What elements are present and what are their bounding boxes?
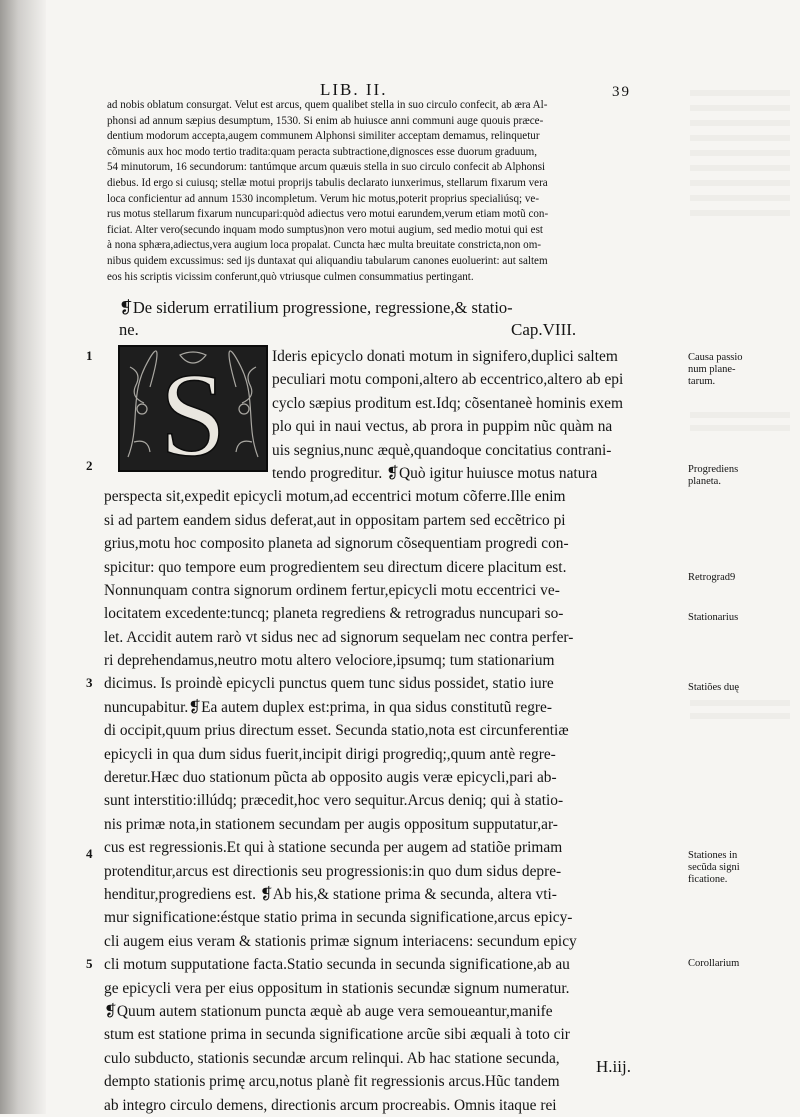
text-line: uis segnius,nunc æquè,quandoque concitatius contrani- [272, 441, 612, 459]
margin-note [688, 612, 798, 624]
text-line: henditur,progrediens est. ❡Ab his,& statione prima & secunda, altera vti- [104, 885, 557, 903]
text-line: nis primæ nota,in stationem secundam per augis oppositum supputatur,ar- [104, 815, 558, 833]
text-line: cli motum supputatione facta.Statio secunda in secunda significatione,ab au [104, 956, 570, 974]
text-line: ficiat. Alter vero(secundo inquam modo sumptus)non vero motui augium, sed medio motui qui est [107, 223, 543, 236]
text-line: culo subducto, stationis secundæ arcum relinqui. Ab hac statione secunda, [104, 1049, 560, 1067]
show-through [690, 412, 790, 438]
chapter-body [104, 345, 684, 1117]
margin-note-line: Causa passio [688, 352, 743, 363]
text-line: 54 minutorum, 16 secundorum: tantúmque arcum quæuis stella in suo circulo confecit ab Alphonsi [107, 161, 546, 174]
text-line: ad nobis oblatum consurgat. Velut est arcus, quem qualibet stella in suo circulo confecit, ab æra Al- [107, 99, 548, 111]
margin-note-line: secũda signi [688, 862, 740, 873]
text-line: phonsi ad annum sæpius desumptum, 1530. Si enim ab huiusce anni communi auge quouis præce- [107, 114, 544, 127]
text-line: cõmunis aux hoc modo tertio tradita:quam peracta subtractione,dignosces esse duorum graduum, [107, 145, 538, 158]
margin-note-line: planeta. [688, 476, 721, 487]
show-through [690, 90, 790, 220]
margin-note [688, 958, 798, 970]
text-line: ❡Quum autem stationum puncta æquè ab auge vera semoueantur,manife [104, 1002, 553, 1020]
text-line: grius,motu hoc composito planeta ad signorum cõsequentiam progredi con- [104, 535, 569, 553]
show-through [690, 700, 790, 726]
svg-text:S: S [159, 348, 227, 470]
book-number: LIB. II. [320, 80, 388, 99]
margin-note-line: Corollarium [688, 958, 740, 969]
margin-note-line: Retrograd9 [688, 572, 736, 583]
text-line: si ad partem eandem sidus deferat,aut in oppositam partem sed eccẽtrico pi [104, 511, 566, 529]
text-line: diebus. Id ergo si cuiusq; stellæ motui proprijs tabulis declarato iunxerimus, stellarum fixarum vera [107, 176, 548, 189]
folio-number: 39 [612, 84, 631, 100]
text-line: eos his scriptis vicissim conferunt,quò vtriusque culmen consummatius pertingant. [107, 270, 474, 283]
chapter-number: Cap.VIII. [511, 320, 577, 339]
chapter-title-line: ❡De siderum erratilium progressione, regressione,& statio- [119, 298, 513, 317]
signature-mark: H.iij. [596, 1057, 631, 1076]
text-line: let. Accidit autem rarò vt sidus nec ad signorum sequelam nec contra perfer- [104, 628, 574, 646]
text-line: locitatem excedente:tuncq; planeta regrediens & retrogradus nuncupari so- [104, 605, 564, 623]
text-line: tendo progreditur. ❡Quò igitur huiusce motus natura [272, 464, 598, 482]
text-line: peculiari motu componi,altero ab eccentrico,altero ab epi [272, 371, 624, 389]
text-line: cyclo sæpius proditum est.Idq; cõsentaneè hominis exem [272, 394, 623, 412]
margin-note-line: Stationarius [688, 612, 739, 623]
text-line: nibus quidem excussimus: sed ijs duntaxat qui aliquandiu tabularum canones euoluerint: aut saltem [107, 254, 548, 267]
section-number: 3 [86, 675, 93, 690]
margin-note [688, 464, 798, 488]
text-line: Nonnunquam contra signorum ordinem fertur,epicycli motu eccentrici ve- [104, 581, 560, 599]
margin-note [688, 572, 798, 584]
text-line: cus est regressionis.Et qui à statione secunda per augem ad statiõe primam [104, 839, 563, 857]
chapter-heading [119, 297, 679, 341]
margin-note-line: Stationes in [688, 850, 738, 861]
text-line: spicitur: quo tempore eum progredientem seu directum dicere placitum est. [104, 558, 567, 576]
text-line: di occipit,quum prius directum esset. Secunda statio,nota est circunferentiæ [104, 722, 569, 740]
text-line: ab integro circulo demens, directionis arcum procreabis. Omnis itaque rei [104, 1096, 557, 1114]
text-line: perspecta sit,expedit epicycli motum,ad eccentrici motum cõferre.Ille enim [104, 488, 566, 506]
text-line: nuncupabitur.❡Ea autem duplex est:prima, in qua sidus constitutũ regre- [104, 698, 553, 716]
gutter-shadow [0, 0, 46, 1114]
margin-note [688, 850, 798, 886]
text-line: plo qui in naui vectus, ab prora in puppim nũc quàm na [272, 418, 613, 436]
section-number: 2 [86, 458, 93, 473]
section-number: 4 [86, 846, 93, 861]
text-line: dicimus. Is proindè epicycli punctus quem tunc sidus possidet, statio iure [104, 675, 554, 693]
margin-note [688, 352, 798, 388]
margin-note-line: ficatione. [688, 874, 728, 885]
margin-note-line: tarum. [688, 376, 716, 387]
section-number: 5 [86, 956, 93, 971]
margin-note [688, 682, 798, 694]
text-line: dentium modorum accepta,augem communem Alphonsi similiter acceptam demamus, relinquetur [107, 130, 540, 143]
text-line: deretur.Hæc duo stationum pũcta ab opposito augis veræ epicycli,pari ab- [104, 769, 557, 787]
chapter-title-line: ne. [119, 320, 139, 339]
text-line: cli augem eius veram & stationis primæ signum interiacens: secundum epicy [104, 932, 577, 950]
text-line: sunt interstitio:illúdq; præcedit,hoc vero sequitur.Arcus deniq; qui à statio- [104, 792, 564, 810]
text-line: ri deprehendamus,neutro motu altero velociore,ipsumq; tum stationarium [104, 652, 555, 670]
section-number: 1 [86, 348, 93, 363]
text-line: loca conficientur ad annum 1530 incompletum. Verum hic motus,poterit proprius specialiúsq; ve- [107, 192, 540, 205]
margin-note-line: num plane- [688, 364, 736, 375]
margin-note-line: Progrediens [688, 464, 739, 475]
text-line: Ideris epicyclo donati motum in signifero,duplici saltem [272, 348, 618, 365]
text-line: dempto stationis primę arcu,notus planè fit regressionis arcus.Hũc tandem [104, 1073, 560, 1091]
text-line: rus motus stellarum fixarum nuncupari:quòd adiectus vero motui earundem,verum etiam motũ con- [107, 208, 549, 221]
text-line: stum est statione prima in secunda significatione arcũe sibi æquali à toto cir [104, 1026, 570, 1044]
text-line: protenditur,arcus est directionis seu progressionis:in quo dum sidus depre- [104, 862, 562, 880]
text-line: à nona sphæra,adiectus,vera augium loca propalat. Cuncta hæc multa breuitate constricta,non om- [107, 239, 542, 252]
text-line: mur significatione:éstque statio prima in secunda significatione,arcus epicy- [104, 909, 573, 927]
closing-paragraph [107, 98, 680, 285]
text-line: ge epicycli vera per eius oppositum in stationis secundæ signum numeratur. [104, 979, 570, 997]
text-line: epicycli in qua dum sidus fuerit,incipit dirigi progrediq;,quum antè regre- [104, 745, 556, 763]
margin-note-line: Statiões duę [688, 682, 740, 693]
